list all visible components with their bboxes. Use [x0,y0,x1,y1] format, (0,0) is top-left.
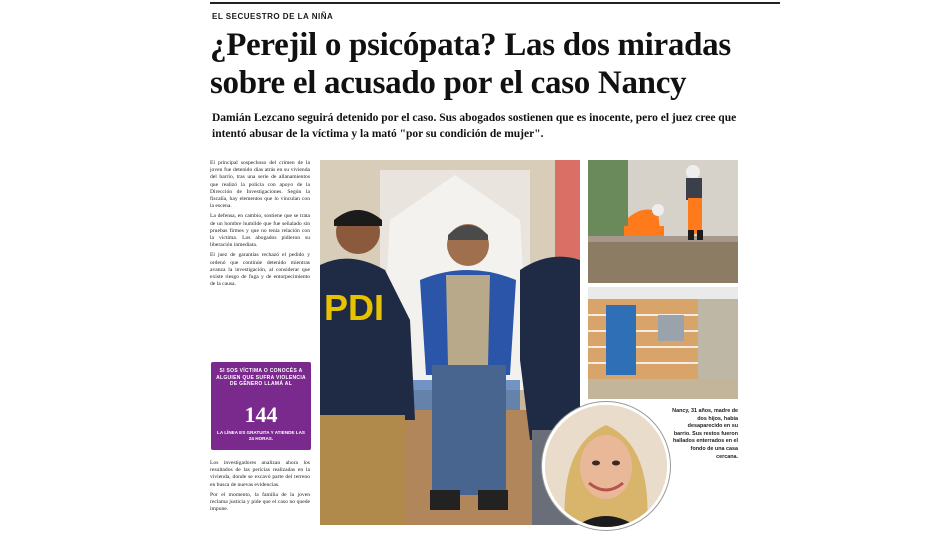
victim-portrait [542,402,670,530]
top-rule [210,2,780,4]
section-tag: EL SECUESTRO DE LA NIÑA [212,12,334,21]
body-column-2 [210,460,310,532]
vest-text: PDI [324,287,385,328]
excavation-photo [588,160,738,283]
photo-caption: Nancy, 31 años, madre de dos hijos, había desaparecido en su barrio. Sus restos fueron hallados enterrados en el fondo de una casa cercana. [672,408,738,460]
house-photo [588,287,738,399]
body-paragraph: La defensa, en cambio, sostiene que se trata de un hombre humilde que fue señalado sin pruebas firmes y que no tenía relación con la víctima. Los abogados pidieron su liberación inmediata. [210,213,310,249]
headline: ¿Perejil o psicópata? Las dos miradas sobre el acusado por el caso Nancy [210,27,731,101]
body-paragraph: Por el momento, la familia de la joven reclama justicia y pide que el caso no quede impune. [210,491,310,513]
body-paragraph: El juez de garantías rechazó el pedido y ordenó que continúe detenido mientras avanza la investigación, al considerar que existe riesgo de fuga y de entorpecimiento de la causa. [210,252,310,288]
helpline-number: 144 [244,402,278,427]
arrest-photo [320,160,580,525]
helpline-top-text: SI SOS VÍCTIMA O CONOCÉS A ALGUIEN QUE SUFRA VIOLENCIA DE GÉNERO LLAMÁ AL [216,368,306,387]
body-column-1 [210,160,310,355]
body-paragraph: Los investigadores analizan ahora los resultados de las pericias realizadas en la vivienda, donde se excavó parte del terreno en busca de nuevas evidencias. [210,460,310,488]
helpline-box [211,362,311,450]
body-paragraph: El principal sospechoso del crimen de la joven fue detenido días atrás en su vivienda del barrio, tras una serie de allanamientos que realizó la policía con apoyo de la Dirección de Investigaciones. Según la fiscalía, hay elementos que lo vinculan con la escena. [210,160,310,210]
helpline-bottom-text: LA LÍNEA ES GRATUITA Y ATIENDE LAS 24 HORAS. [217,430,305,441]
deck-subtitle: Damián Lezcano seguirá detenido por el caso. Sus abogados sostienen que es inocente, pero el juez cree que intentó abusar de la víctima y la mató "por su condición de mujer". [212,112,737,140]
